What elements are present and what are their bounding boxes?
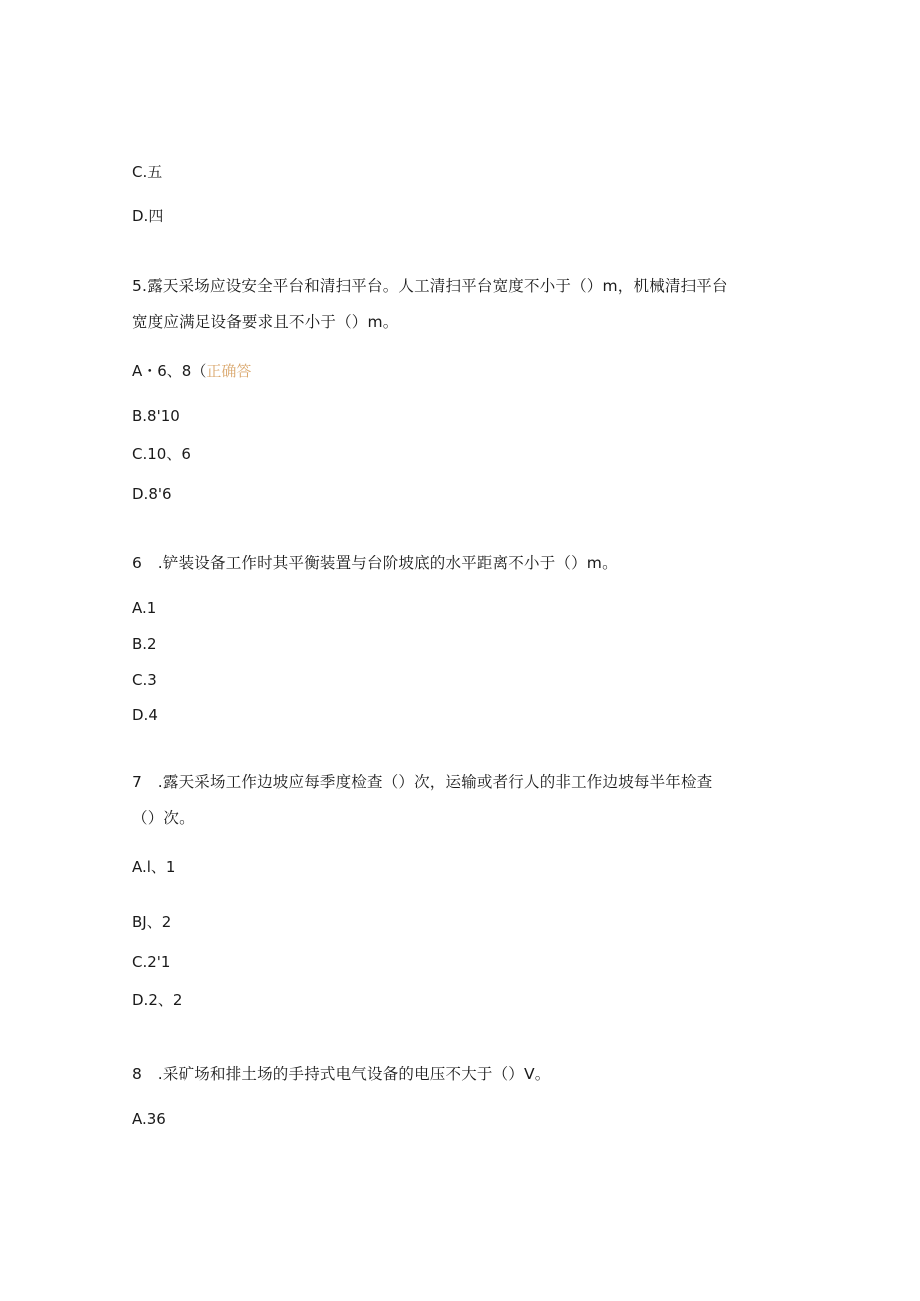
q5-option-a-text: A・6、8（ — [132, 362, 207, 380]
q5-option-a — [132, 362, 251, 380]
q6-question-line1: 6 .铲装设备工作时其平衡装置与台阶坡底的水平距离不小于（）m。 — [132, 554, 618, 572]
q5-question-line1: 5.露天采场应设安全平台和清扫平台。人工清扫平台宽度不小于（）m，机械清扫平台 — [132, 277, 728, 295]
q6-option-b: B.2 — [132, 635, 157, 653]
q4-option-d: D.四 — [132, 207, 164, 225]
q8-question-line1: 8 .采矿场和排土场的手持式电气设备的电压不大于（）V。 — [132, 1065, 551, 1083]
q5-option-d: D.8'6 — [132, 485, 172, 503]
q6-option-a: A.1 — [132, 599, 157, 617]
q7-option-b: BJ、2 — [132, 913, 172, 931]
q5-answer-hint: 正确答 — [206, 362, 252, 380]
q7-option-a: A.l、1 — [132, 858, 176, 876]
q7-question-line1: 7 .露天采场工作边坡应每季度检查（）次，运输或者行人的非工作边坡每半年检查 — [132, 773, 713, 791]
q5-question-line2: 宽度应满足设备要求且不小于（）m。 — [132, 313, 399, 331]
q7-option-d: D.2、2 — [132, 991, 183, 1009]
q6-option-c: C.3 — [132, 671, 157, 689]
q5-option-b: B.8'10 — [132, 407, 180, 425]
q7-question-line2: （）次。 — [132, 809, 195, 827]
q6-option-d: D.4 — [132, 706, 158, 724]
q8-option-a: A.36 — [132, 1110, 166, 1128]
q7-option-c: C.2'1 — [132, 953, 171, 971]
q5-option-c: C.10、6 — [132, 445, 191, 463]
q4-option-c: C.五 — [132, 163, 163, 181]
